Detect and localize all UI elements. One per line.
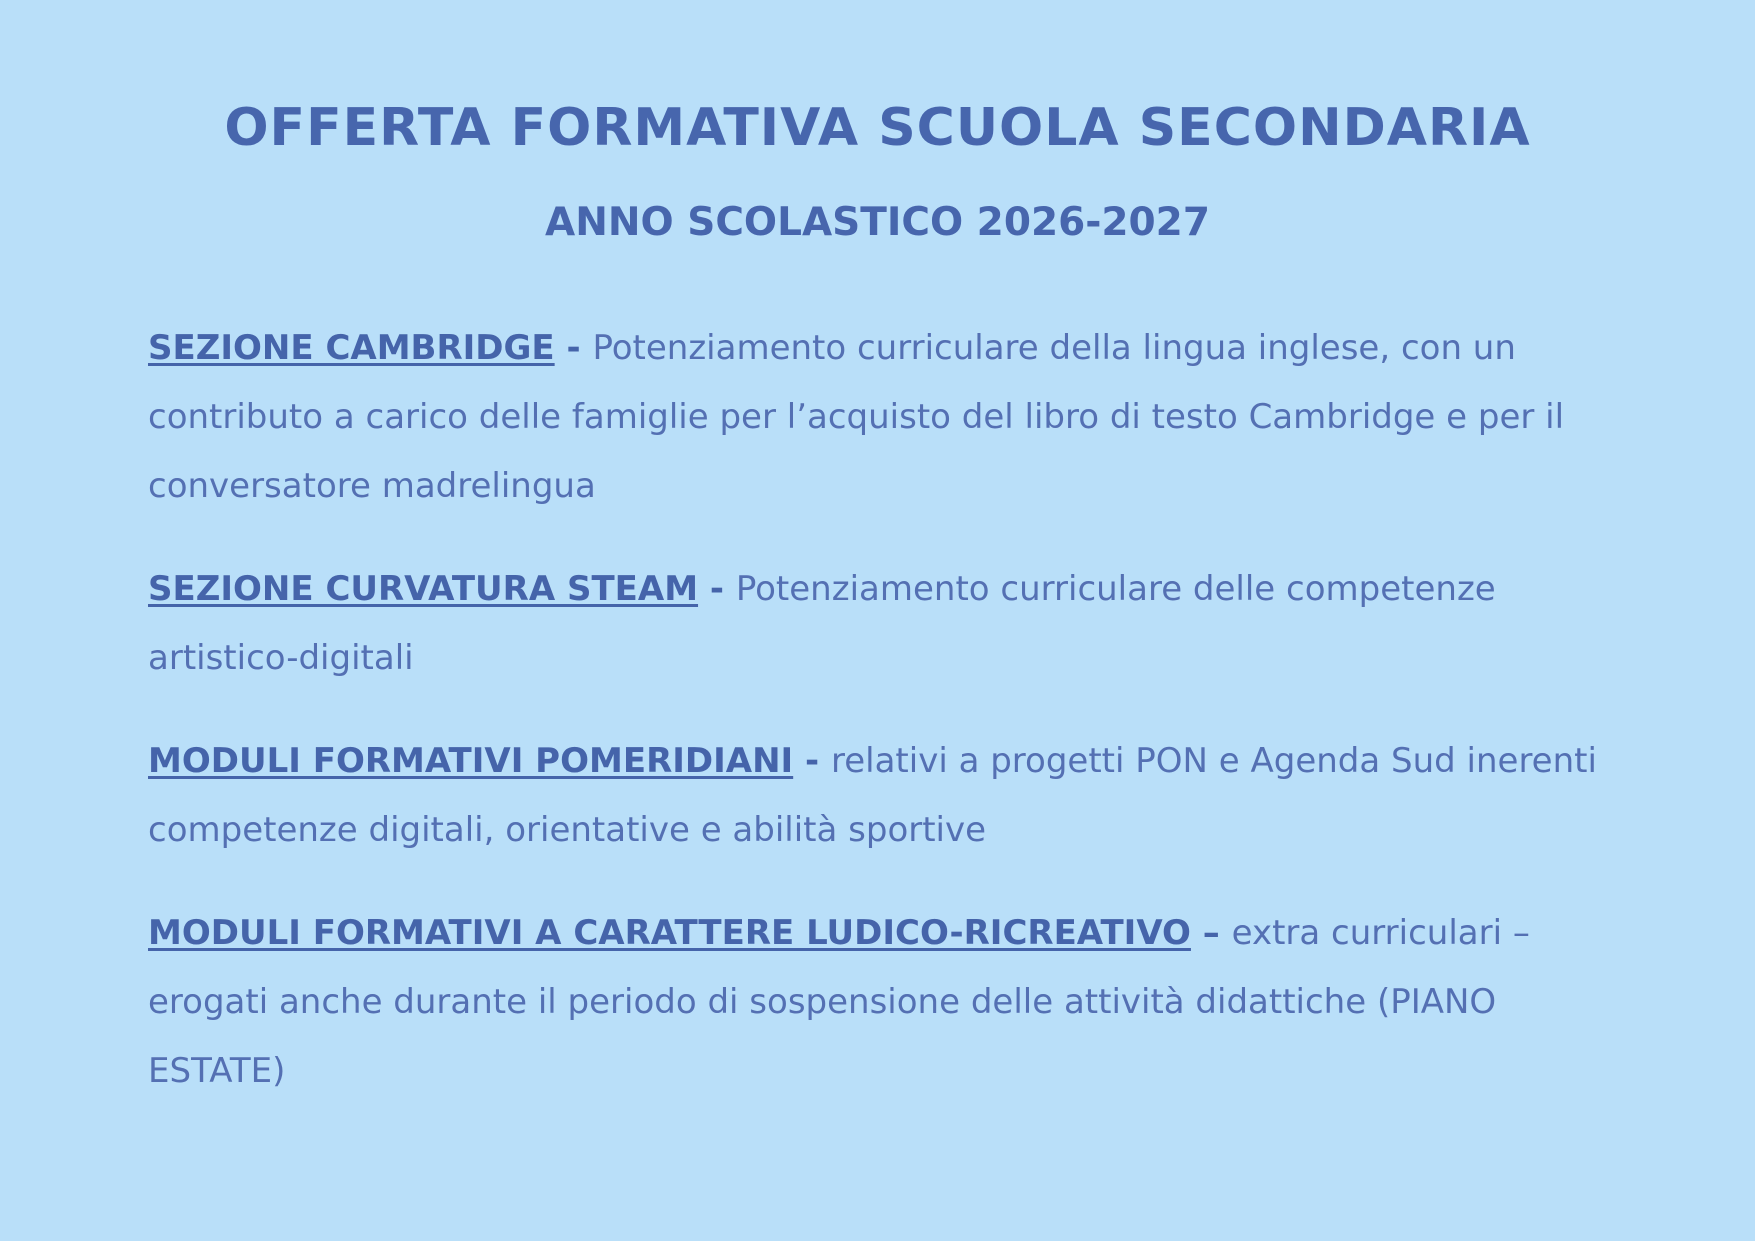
section-separator: - — [698, 569, 736, 609]
section-title: SEZIONE CAMBRIDGE — [148, 328, 555, 368]
section-title: MODULI FORMATIVI A CARATTERE LUDICO-RICREATIVO — [148, 913, 1191, 953]
section-title: SEZIONE CURVATURA STEAM — [148, 569, 699, 609]
section-title: MODULI FORMATIVI POMERIDIANI — [148, 741, 794, 781]
sections-list — [148, 314, 1618, 1140]
section-separator: - — [554, 328, 593, 368]
section-separator: - — [793, 741, 831, 781]
page-title: OFFERTA FORMATIVA SCUOLA SECONDARIA — [224, 98, 1531, 158]
section-moduli-ludico-ricreativo — [148, 899, 1618, 1106]
section-text: Potenziamento curriculare della lingua inglese, con un contributo a carico delle famiglie per l’acquisto del libro di testo Cambridge e per il conversatore madrelingua — [148, 328, 1565, 506]
section-separator: – — [1190, 913, 1232, 953]
section-text: relativi a progetti PON e Agenda Sud inerenti competenze digitali, orientative e abilità sportive — [148, 741, 1597, 850]
section-cambridge — [148, 314, 1618, 521]
section-text: Potenziamento curriculare delle competenze artistico-digitali — [148, 569, 1496, 678]
section-moduli-pomeridiani — [148, 727, 1618, 865]
section-steam — [148, 555, 1618, 693]
section-text: extra curriculari – erogati anche durante il periodo di sospensione delle attività didattiche (PIANO ESTATE) — [148, 913, 1530, 1091]
page-subtitle: ANNO SCOLASTICO 2026-2027 — [545, 200, 1210, 245]
